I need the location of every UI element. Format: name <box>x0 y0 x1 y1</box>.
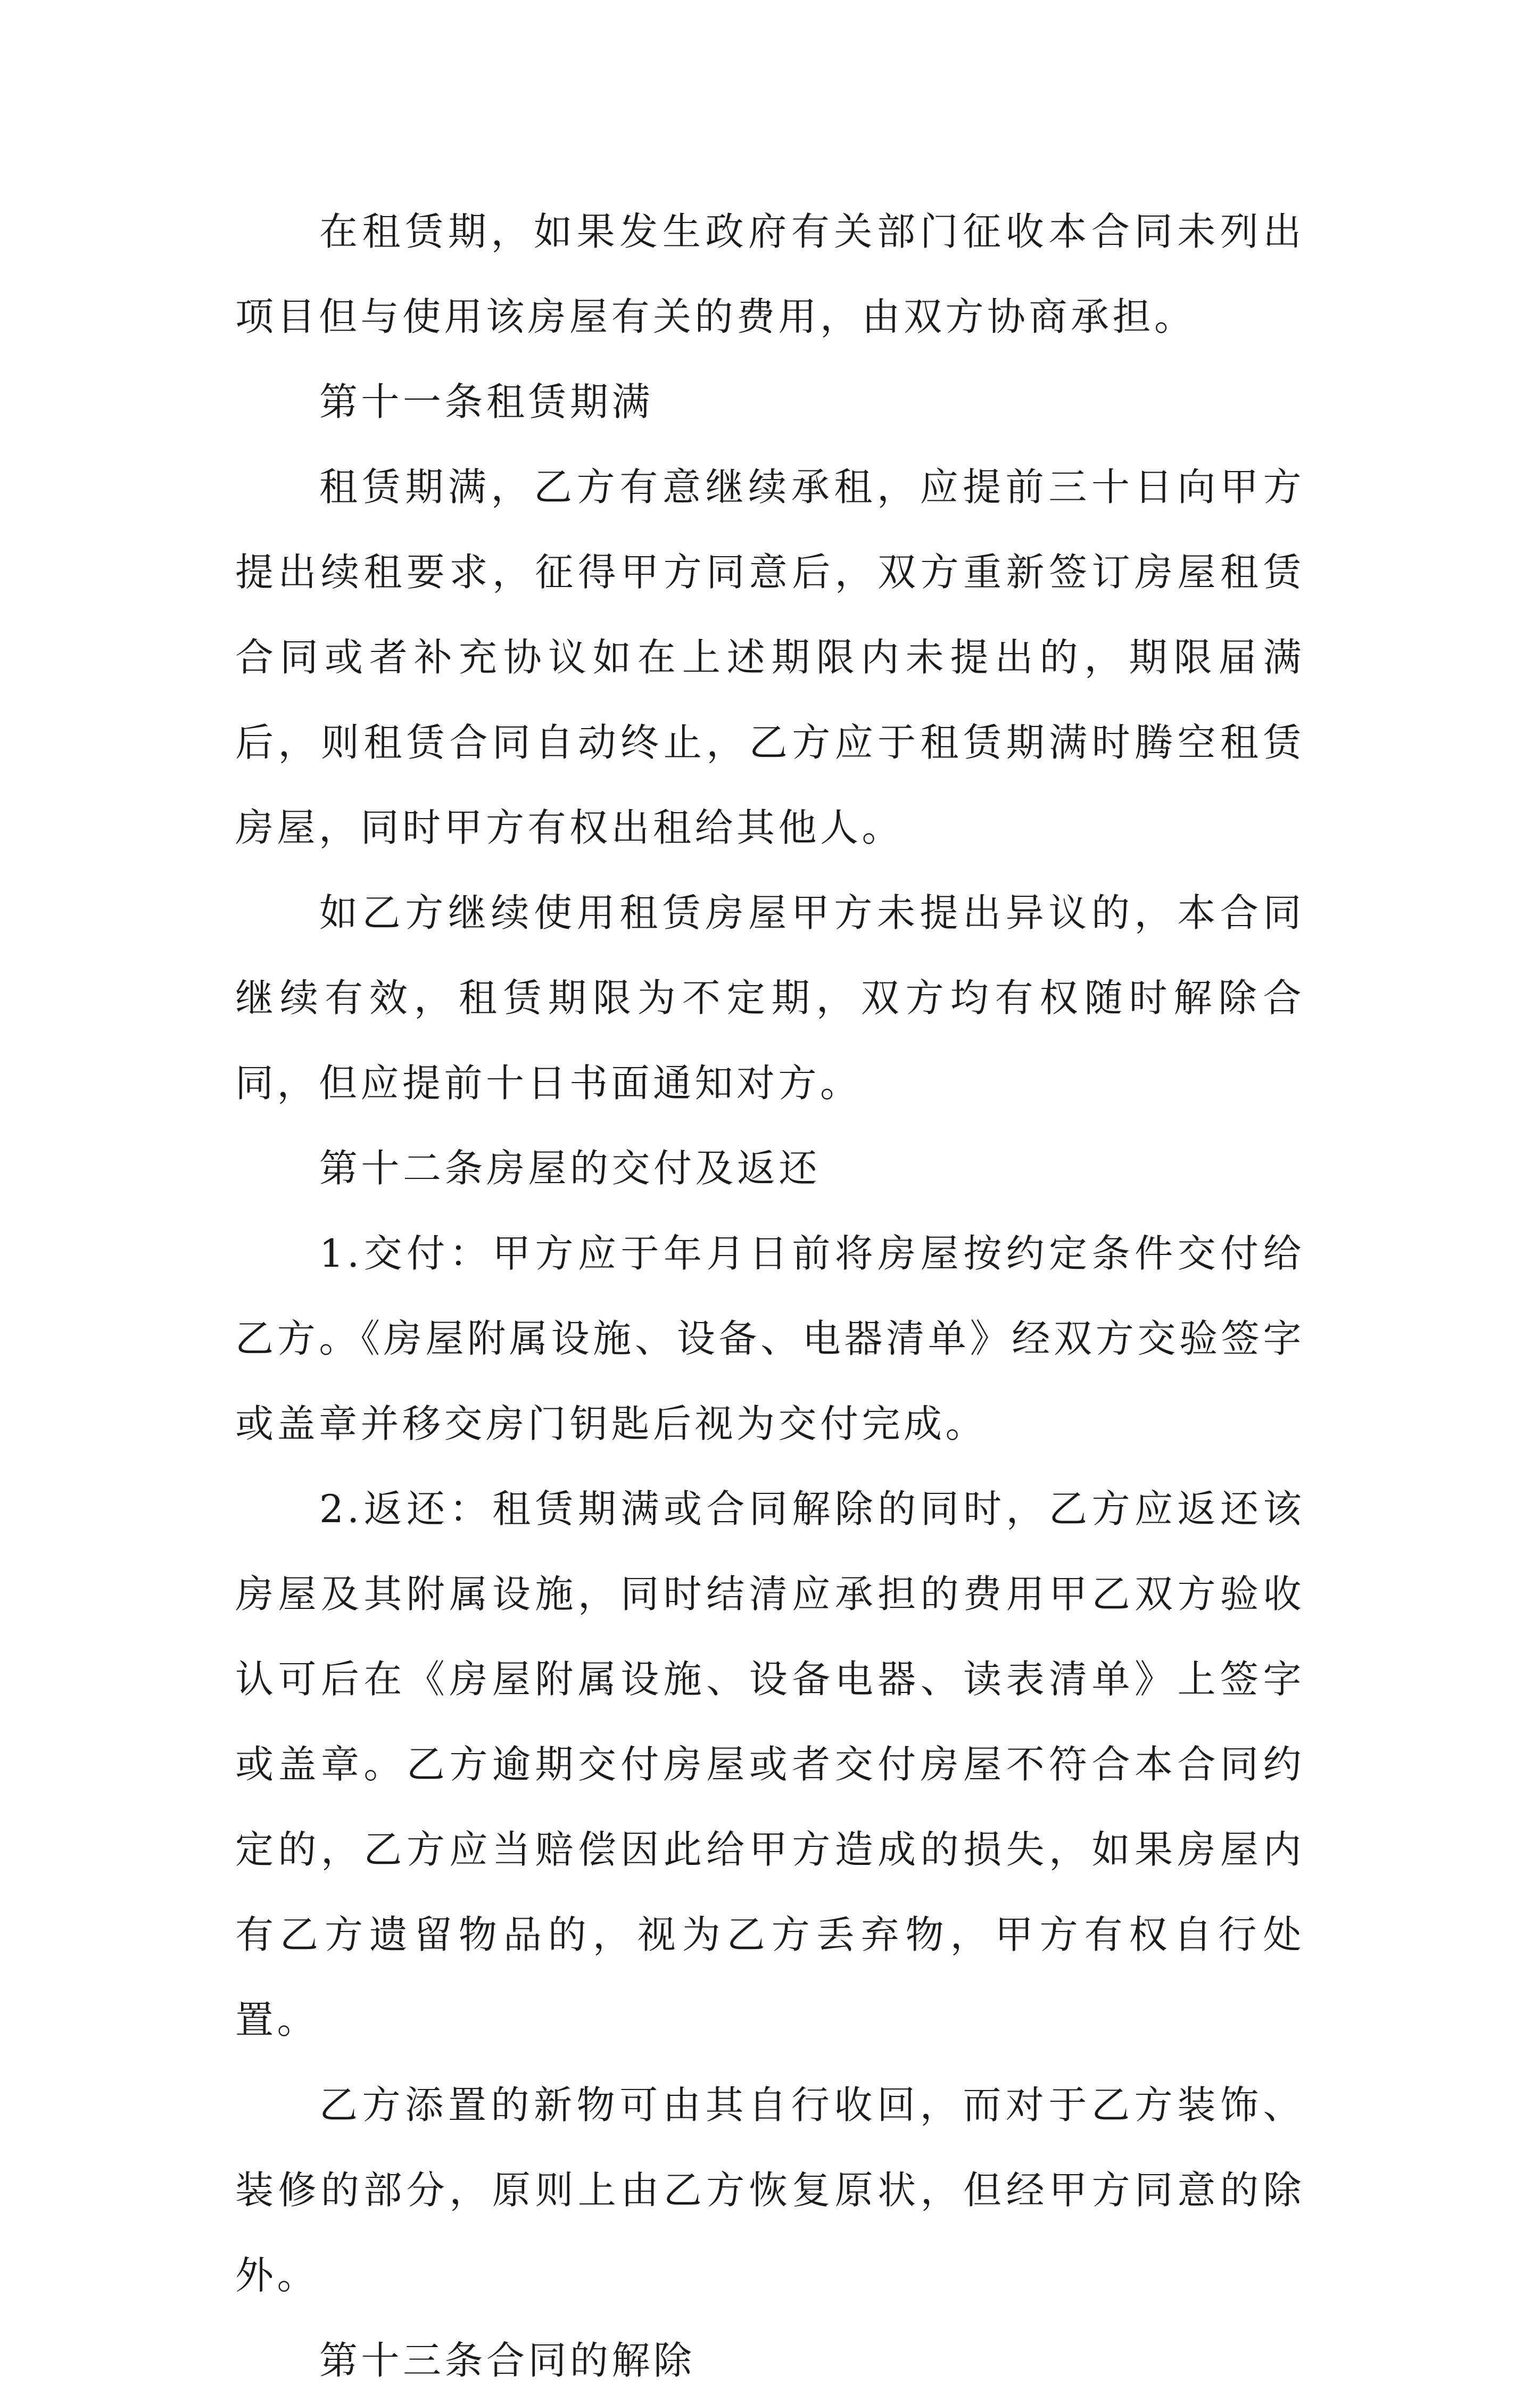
heading-article-11: 第十一条租赁期满 <box>319 379 654 424</box>
paragraph-continued-use: 如乙方继续使用租赁房屋甲方未提出异议的，本合同继续有效，租赁期限为不定期，双方均有权随时解除合同，但应提前十日书面通知对方。 <box>235 890 1305 1105</box>
paragraph-return: 2.返还：租赁期满或合同解除的同时，乙方应返还该房屋及其附属设施，同时结清应承担的费用甲乙双方验收认可后在《房屋附属设施、设备电器、读表清单》上签字或盖章。乙方逾期交付房屋或者交付房屋不符合本合同约定的，乙方应当赔偿因此给甲方造成的损失，如果房屋内有乙方遗留物品的，视为乙方丢弃物，甲方有权自行处置。 <box>235 1487 1305 2042</box>
document-page <box>235 189 1305 2403</box>
paragraph-renewal: 租赁期满，乙方有意继续承租，应提前三十日向甲方提出续租要求，征得甲方同意后，双方重新签订房屋租赁合同或者补充协议如在上述期限内未提出的，期限届满后，则租赁合同自动终止，乙方应于租赁期满时腾空租赁房屋，同时甲方有权出租给其他人。 <box>235 465 1305 850</box>
paragraph-delivery: 1.交付：甲方应于年月日前将房屋按约定条件交付给乙方。《房屋附属设施、设备、电器清单》经双方交验签字或盖章并移交房门钥匙后视为交付完成。 <box>235 1231 1305 1446</box>
heading-article-12: 第十二条房屋的交付及返还 <box>319 1146 821 1191</box>
paragraph-tax-fees: 在租赁期，如果发生政府有关部门征收本合同未列出项目但与使用该房屋有关的费用，由双方协商承担。 <box>235 209 1305 339</box>
paragraph-additions: 乙方添置的新物可由其自行收回，而对于乙方装饰、装修的部分，原则上由乙方恢复原状，但经甲方同意的除外。 <box>235 2083 1305 2298</box>
heading-article-13: 第十三条合同的解除 <box>319 2338 696 2383</box>
